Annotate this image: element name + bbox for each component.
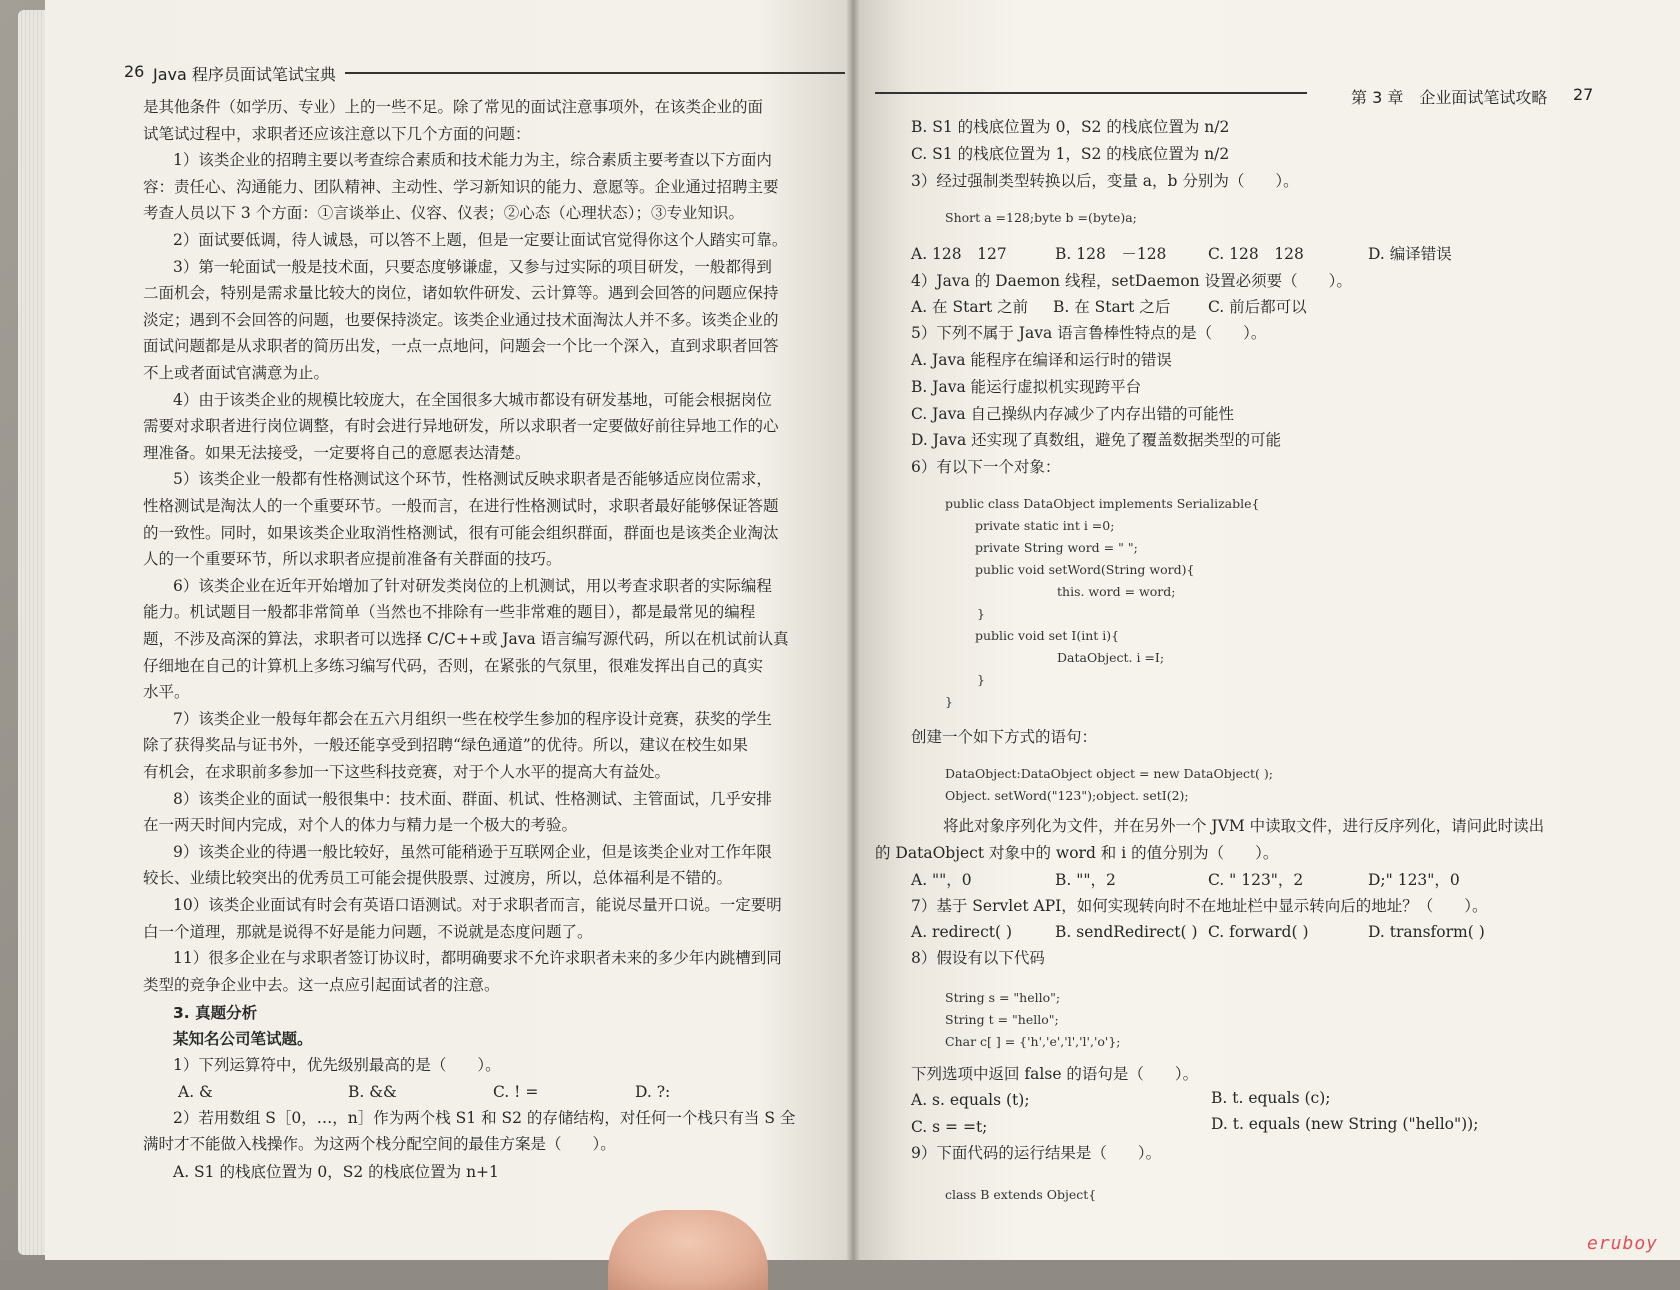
left-body-line: 4）由于该类企业的规模比较庞大，在全国很多大城市都设有研发基地，可能会根据岗位 [173, 390, 772, 409]
q7-option-b: B. sendRedirect( ) [1055, 923, 1198, 941]
q7-stem: 7）基于 Servlet API，如何实现转向时不在地址栏中显示转向后的地址？（ ）。 [911, 897, 1488, 915]
left-page [45, 0, 853, 1260]
left-body-line: 仔细地在自己的计算机上多练习编写代码，否则，在紧张的气氛里，很难发挥出自己的真实 [143, 656, 764, 675]
left-body-line: 10）该类企业面试有时会有英语口语测试。对于求职者而言，能说尽量开口说。一定要明 [173, 896, 782, 914]
left-body-line: 3）第一轮面试一般是技术面，只要态度够谦虚，又参与过实际的项目研发，一般都得到 [173, 257, 772, 276]
q5-stem: 5）下列不属于 Java 语言鲁棒性特点的是（ ）。 [911, 324, 1267, 342]
right-page [853, 0, 1680, 1260]
left-body-line: 较长、业绩比较突出的优秀员工可能会提供股票、过渡房，所以，总体福利是不错的。 [143, 869, 733, 888]
q6-code-line: private static int i =0; [975, 518, 1115, 533]
left-body-line: 6）该类企业在近年开始增加了针对研发类岗位的上机测试，用以考查求职者的实际编程 [173, 576, 772, 595]
q9-stem: 9）下面代码的运行结果是（ ）。 [911, 1144, 1162, 1162]
q2-option-a: A. S1 的栈底位置为 0，S2 的栈底位置为 n+1 [173, 1163, 499, 1181]
q6-code-line: } [977, 672, 985, 687]
q6-tail-line-1: 将此对象序列化为文件，并在另外一个 JVM 中读取文件，进行反序列化，请问此时读出 [943, 817, 1545, 835]
watermark: eruboy [1586, 1233, 1658, 1254]
q3-code: Short a =128;byte b =(byte)a; [945, 210, 1137, 225]
q2-line-2: 满时才不能做入栈操作。为这两个栈分配空间的最佳方案是（ ）。 [143, 1135, 616, 1153]
left-body-line: 1）该类企业的招聘主要以考查综合素质和技术能力为主，综合素质主要考查以下方面内 [173, 151, 772, 170]
q8-code-line: String s = "hello"; [945, 990, 1061, 1005]
left-body-line: 淡定；遇到不会回答的问题，也要保持淡定。该类企业通过技术面淘汰人并不多。该类企业的 [143, 310, 779, 329]
left-body-line: 能力。机试题目一般都非常简单（当然也不排除有一些非常难的题目），都是最常见的编程 [143, 603, 756, 622]
section-title: 3. 真题分析 [173, 1004, 258, 1022]
q3-option-a: A. 128 127 [911, 245, 1007, 263]
page-stack-edge [18, 10, 48, 1255]
left-body-line: 5）该类企业一般都有性格测试这个环节，性格测试反映求职者是否能够适应岗位需求， [173, 470, 772, 489]
q9-code: class B extends Object{ [945, 1187, 1097, 1202]
left-header-rule [345, 72, 845, 74]
q8-option-c: C. s = =t; [911, 1118, 988, 1136]
q3-option-c: C. 128 128 [1208, 245, 1304, 263]
left-body-line: 不上或者面试官满意为止。 [143, 364, 330, 382]
left-body-line: 试笔试过程中，求职者还应该注意以下几个方面的问题： [143, 124, 531, 143]
q1-option-a: A. & [178, 1083, 213, 1101]
left-body-line: 2）面试要低调，待人诚恳，可以答不上题，但是一定要让面试官觉得你这个人踏实可靠。 [173, 231, 788, 249]
q2-option-b: B. S1 的栈底位置为 0，S2 的栈底位置为 n/2 [911, 118, 1230, 136]
q5-option-a: A. Java 能程序在编译和运行时的错误 [911, 351, 1172, 369]
left-body-line: 白一个道理，那就是说得不好是能力问题，不说就是态度问题了。 [143, 922, 593, 941]
left-body-line: 11）很多企业在与求职者签订协议时，都明确要求不允许求职者未来的多少年内跳槽到同 [173, 949, 782, 968]
q7-option-d: D. transform( ) [1368, 923, 1485, 941]
q6-code-line: public class DataObject implements Serializable{ [945, 496, 1260, 511]
right-header-rule [875, 92, 1307, 94]
q8-code-line: Char c[ ] = {'h','e','l','l','o'}; [945, 1034, 1121, 1049]
q6-code-line: private String word = " "; [975, 540, 1138, 555]
chapter-title: 第 3 章 企业面试笔试攻略 [1351, 88, 1548, 107]
left-body-line: 的一致性。同时，如果该类企业取消性格测试，很有可能会组织群面，群面也是该类企业淘汰 [143, 523, 779, 542]
left-body-line: 考查人员以下 3 个方面：①言谈举止、仪容、仪表；②心态（心理状态）；③专业知识。 [143, 204, 744, 223]
left-body-line: 容：责任心、沟通能力、团队精神、主动性、学习新知识的能力、意愿等。企业通过招聘主要 [143, 177, 779, 196]
q6-code-line: public void setWord(String word){ [975, 562, 1195, 577]
q2-option-c: C. S1 的栈底位置为 1，S2 的栈底位置为 n/2 [911, 145, 1230, 163]
q8-code-line: String t = "hello"; [945, 1012, 1059, 1027]
q8-stem: 8）假设有以下代码 [911, 949, 1045, 967]
right-page-number: 27 [1573, 85, 1594, 104]
holding-finger [608, 1210, 768, 1290]
q3-option-d: D. 编译错误 [1368, 245, 1452, 263]
q5-option-c: C. Java 自己操纵内存减少了内存出错的可能性 [911, 405, 1235, 423]
q8-option-d: D. t. equals (new String ("hello")); [1211, 1115, 1479, 1133]
left-body-line: 面试问题都是从求职者的简历出发，一点一点地问，问题会一个比一个深入，直到求职者回答 [143, 337, 779, 356]
q6-code2-line: Object. setWord("123");object. setI(2); [945, 788, 1189, 803]
q6-code-line: DataObject. i =I; [1057, 650, 1165, 665]
q3-option-b: B. 128 －128 [1055, 245, 1167, 263]
q3-stem: 3）经过强制类型转换以后，变量 a，b 分别为（ ）。 [911, 172, 1299, 190]
left-body-line: 需要对求职者进行岗位调整，有时会进行异地研发，所以求职者一定要做好前往异地工作的心 [143, 417, 779, 436]
q6-option-d: D;" 123"，0 [1368, 871, 1460, 889]
book-gutter [846, 0, 860, 1260]
q6-option-c: C. " 123"，2 [1208, 871, 1304, 889]
company-title: 某知名公司笔试题。 [173, 1030, 313, 1048]
q6-stem: 6）有以下一个对象： [911, 458, 1061, 476]
q6-code2-line: DataObject:DataObject object = new DataObject( ); [945, 766, 1273, 781]
left-body-line: 是其他条件（如学历、专业）上的一些不足。除了常见的面试注意事项外，在该类企业的面 [143, 98, 764, 116]
left-page-number: 26 [124, 62, 145, 81]
q5-option-d: D. Java 还实现了真数组，避免了覆盖数据类型的可能 [911, 431, 1282, 449]
left-body-line: 9）该类企业的待遇一般比较好，虽然可能稍逊于互联网企业，但是该类企业对工作年限 [173, 842, 772, 861]
q5-option-b: B. Java 能运行虚拟机实现跨平台 [911, 378, 1142, 396]
left-body-line: 类型的竞争企业中去。这一点应引起面试者的注意。 [143, 975, 500, 994]
left-body-line: 8）该类企业的面试一般很集中：技术面、群面、机试、性格测试、主管面试，几乎安排 [173, 789, 772, 808]
q1-option-c: C. ! = [493, 1083, 539, 1101]
left-body-line: 水平。 [143, 683, 190, 702]
left-body-line: 有机会，在求职前多参加一下这些科技竞赛，对于个人水平的提高大有益处。 [143, 763, 671, 781]
q6-tail-line-2: 的 DataObject 对象中的 word 和 i 的值分别为（ ）。 [875, 844, 1279, 862]
q1-stem: 1）下列运算符中，优先级别最高的是（ ）。 [173, 1056, 501, 1074]
q6-code-line: public void set I(int i){ [975, 628, 1120, 643]
q2-line-1: 2）若用数组 S［0，…，n］作为两个栈 S1 和 S2 的存储结构，对任何一个栈只有当 S 全 [173, 1109, 796, 1127]
q6-option-b: B. ""，2 [1055, 871, 1116, 889]
q6-code-line: } [945, 694, 953, 709]
q4-option-c: C. 前后都可以 [1208, 298, 1307, 316]
q1-option-b: B. && [348, 1083, 397, 1101]
left-body-line: 性格测试是淘汰人的一个重要环节。一般而言，在进行性格测试时，求职者最好能够保证答题 [143, 497, 779, 515]
left-body-line: 人的一个重要环节，所以求职者应提前准备有关群面的技巧。 [143, 550, 562, 569]
q1-option-d: D. ?: [635, 1083, 671, 1101]
q7-option-c: C. forward( ) [1208, 923, 1309, 941]
q4-stem: 4）Java 的 Daemon 线程，setDaemon 设置必须要（ ）。 [911, 272, 1352, 290]
q6-mid-text: 创建一个如下方式的语句： [911, 728, 1098, 746]
q6-code-line: this. word = word; [1057, 584, 1176, 599]
left-body-line: 二面机会，特别是需求量比较大的岗位，诸如软件研发、云计算等。遇到会回答的问题应保持 [143, 284, 779, 303]
left-body-line: 7）该类企业一般每年都会在五六月组织一些在校学生参加的程序设计竞赛，获奖的学生 [173, 709, 772, 728]
left-body-line: 在一两天时间内完成，对个人的体力与精力是一个极大的考验。 [143, 816, 578, 835]
q8-option-a: A. s. equals (t); [911, 1091, 1030, 1109]
left-body-line: 题，不涉及高深的算法，求职者可以选择 C/C++或 Java 语言编写源代码，所以在机试前认真 [143, 630, 789, 648]
q6-code-line: } [977, 606, 985, 621]
q7-option-a: A. redirect( ) [911, 923, 1013, 941]
left-body-line: 理准备。如果无法接受，一定要将自己的意愿表达清楚。 [143, 443, 531, 462]
q8-question: 下列选项中返回 false 的语句是（ ）。 [911, 1065, 1199, 1083]
q6-option-a: A. ""，0 [911, 871, 972, 889]
left-page-book-title: Java 程序员面试笔试宝典 [153, 65, 336, 84]
q8-option-b: B. t. equals (c); [1211, 1089, 1331, 1107]
q4-option-a: A. 在 Start 之前 [911, 298, 1029, 316]
left-body-line: 除了获得奖品与证书外，一般还能享受到招聘“绿色通道”的优待。所以，建议在校生如果 [143, 736, 748, 755]
q4-option-b: B. 在 Start 之后 [1053, 298, 1171, 316]
